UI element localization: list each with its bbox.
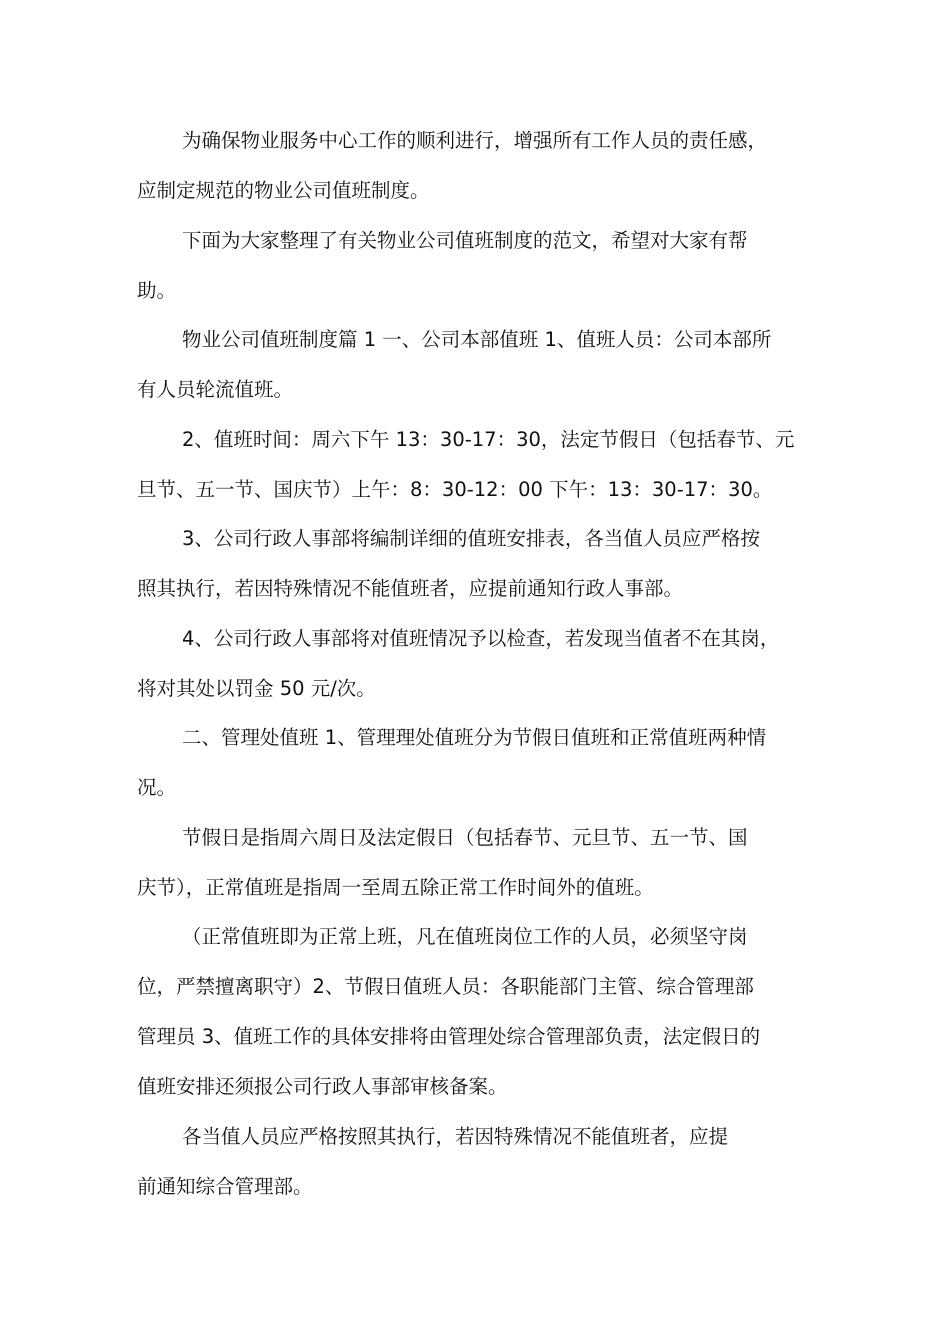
paragraph-line: 4、公司行政人事部将对值班情况予以检查，若发现当值者不在其岗， [182,627,780,650]
paragraph-line: 位，严禁擅离职守）2、节假日值班人员：各职能部门主管、综合管理部 [137,975,754,998]
paragraph-2 [137,216,827,316]
paragraph-line: 2、值班时间：周六下午 13：30-17：30，法定节假日（包括春节、元 [182,428,795,451]
paragraph-line: 旦节、五一节、国庆节）上午：8：30-12：00 下午：13：30-17：30。 [137,478,773,501]
paragraph-line: 况。 [137,776,177,799]
paragraph-6 [137,614,827,714]
paragraph-line: 庆节），正常值班是指周一至周五除正常工作时间外的值班。 [137,876,654,899]
paragraph-line: 下面为大家整理了有关物业公司值班制度的范文，希望对大家有帮 [182,229,748,252]
paragraph-line: 照其执行，若因特殊情况不能值班者，应提前通知行政人事部。 [137,577,684,600]
paragraph-4 [137,415,827,515]
paragraph-1 [137,116,827,216]
paragraph-line: 为确保物业服务中心工作的顺利进行，增强所有工作人员的责任感， [182,129,768,152]
paragraph-line: 值班安排还须报公司行政人事部审核备案。 [137,1075,508,1098]
paragraph-line: 各当值人员应严格按照其执行，若因特殊情况不能值班者，应提 [182,1125,729,1148]
paragraph-line: （正常值班即为正常上班，凡在值班岗位工作的人员，必须坚守岗 [182,925,748,948]
paragraph-line: 前通知综合管理部。 [137,1175,313,1198]
paragraph-3 [137,315,827,415]
paragraph-5 [137,514,827,614]
paragraph-9 [137,912,827,1112]
paragraph-line: 助。 [137,279,177,302]
paragraph-line: 管理员 3、值班工作的具体安排将由管理处综合管理部负责，法定假日的 [137,1025,761,1048]
paragraph-line: 有人员轮流值班。 [137,378,294,401]
paragraph-line: 物业公司值班制度篇 1 一、公司本部值班 1、值班人员：公司本部所 [182,328,772,351]
paragraph-8 [137,813,827,913]
paragraph-7 [137,713,827,813]
paragraph-line: 节假日是指周六周日及法定假日（包括春节、元旦节、五一节、国 [182,826,748,849]
paragraph-line: 应制定规范的物业公司值班制度。 [137,179,430,202]
paragraph-line: 二、管理处值班 1、管理理处值班分为节假日值班和正常值班两种情 [182,726,767,749]
paragraph-line: 将对其处以罚金 50 元/次。 [137,677,376,700]
paragraph-10 [137,1112,827,1212]
paragraph-line: 3、公司行政人事部将编制详细的值班安排表，各当值人员应严格按 [182,527,760,550]
